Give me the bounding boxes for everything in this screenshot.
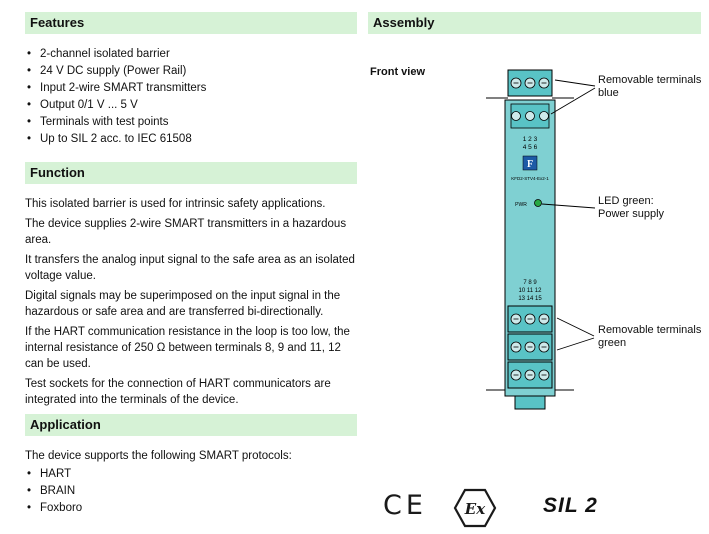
terminal-block-bottom-3 (508, 362, 552, 388)
sil-mark: SIL 2 (543, 494, 598, 517)
terminal-numbers-mid-2: 10 11 12 (518, 288, 542, 294)
application-intro: The device supports the following SMART protocols: (25, 450, 292, 462)
callout-line: blue (598, 87, 619, 99)
terminal-numbers-mid-1: 7 8 9 (523, 280, 537, 286)
device-diagram (365, 40, 709, 470)
function-header: Function (25, 162, 357, 184)
power-led-label: PWR (515, 202, 527, 208)
bullet-icon (27, 97, 40, 114)
list-item (27, 131, 357, 148)
features-list (27, 46, 357, 148)
callout-led (598, 195, 664, 221)
function-paragraph: If the HART communication resistance in the loop is too low, the internal resistance of 250 Ω between terminals 8, 9 and 11, 12 can be used. (25, 326, 350, 370)
feature-text: Up to SIL 2 acc. to IEC 61508 (40, 133, 192, 145)
callout-line: LED green: (598, 195, 654, 207)
feature-text: 24 V DC supply (Power Rail) (40, 65, 187, 77)
list-item (27, 97, 357, 114)
terminal-numbers-top-2: 4 5 6 (522, 144, 538, 151)
test-socket-row (511, 104, 549, 128)
device-model-label: KFD2-STV4-Ex2-1 (511, 176, 549, 181)
features-header: Features (25, 12, 357, 34)
bullet-icon (27, 500, 40, 517)
callout-line: green (598, 337, 627, 349)
bullet-icon (27, 131, 40, 148)
protocol-text: BRAIN (40, 485, 76, 497)
terminal-block-bottom-2 (508, 334, 552, 360)
feature-text: Terminals with test points (40, 116, 169, 128)
application-list (27, 466, 357, 517)
bullet-icon (27, 466, 40, 483)
feature-text: 2-channel isolated barrier (40, 48, 170, 60)
power-led (535, 200, 542, 207)
protocol-text: Foxboro (40, 502, 83, 514)
function-paragraph: The device supplies 2-wire SMART transmitters in a hazardous area. (25, 218, 347, 246)
list-item (27, 466, 357, 483)
list-item (27, 46, 357, 63)
ex-mark-text: Ex (464, 500, 486, 518)
bullet-icon (27, 483, 40, 500)
callout-terminals-blue (598, 74, 701, 100)
list-item (27, 80, 357, 97)
terminal-numbers-top-1: 1 2 3 (522, 136, 538, 143)
application-header: Application (25, 414, 357, 436)
list-item (27, 114, 357, 131)
bullet-icon (27, 114, 40, 131)
terminal-block-top (508, 70, 552, 96)
din-rail-foot (515, 396, 545, 409)
bullet-icon (27, 63, 40, 80)
terminal-numbers-mid-3: 13 14 15 (518, 296, 542, 302)
callout-line: Removable terminals (598, 74, 702, 86)
list-item (27, 63, 357, 80)
function-text (25, 196, 357, 408)
function-paragraph: Digital signals may be superimposed on the input signal in the hazardous or safe area and are transferred bi-directionally. (25, 290, 341, 318)
bullet-icon (27, 46, 40, 63)
left-column (25, 12, 357, 517)
brand-logo (523, 156, 537, 170)
callout-line: Removable terminals (598, 324, 702, 336)
ex-mark (452, 487, 498, 529)
function-paragraph: It transfers the analog input signal to the safe area as an isolated voltage value. (25, 254, 355, 282)
protocol-text: HART (40, 468, 72, 480)
brand-logo-letter: F (526, 159, 534, 170)
terminal-block-bottom-1 (508, 306, 552, 332)
bullet-icon (27, 80, 40, 97)
assembly-header: Assembly (368, 12, 701, 34)
list-item (27, 483, 357, 500)
front-view-label: Front view (370, 66, 426, 78)
callout-line: Power supply (598, 208, 665, 220)
feature-text: Output 0/1 V ... 5 V (40, 99, 138, 111)
function-paragraph: Test sockets for the connection of HART communicators are integrated into the terminals of the device. (25, 378, 331, 406)
list-item (27, 500, 357, 517)
function-paragraph: This isolated barrier is used for intrinsic safety applications. (25, 198, 326, 210)
feature-text: Input 2-wire SMART transmitters (40, 82, 207, 94)
ce-mark: CE (383, 490, 427, 521)
callout-terminals-green (598, 324, 701, 350)
